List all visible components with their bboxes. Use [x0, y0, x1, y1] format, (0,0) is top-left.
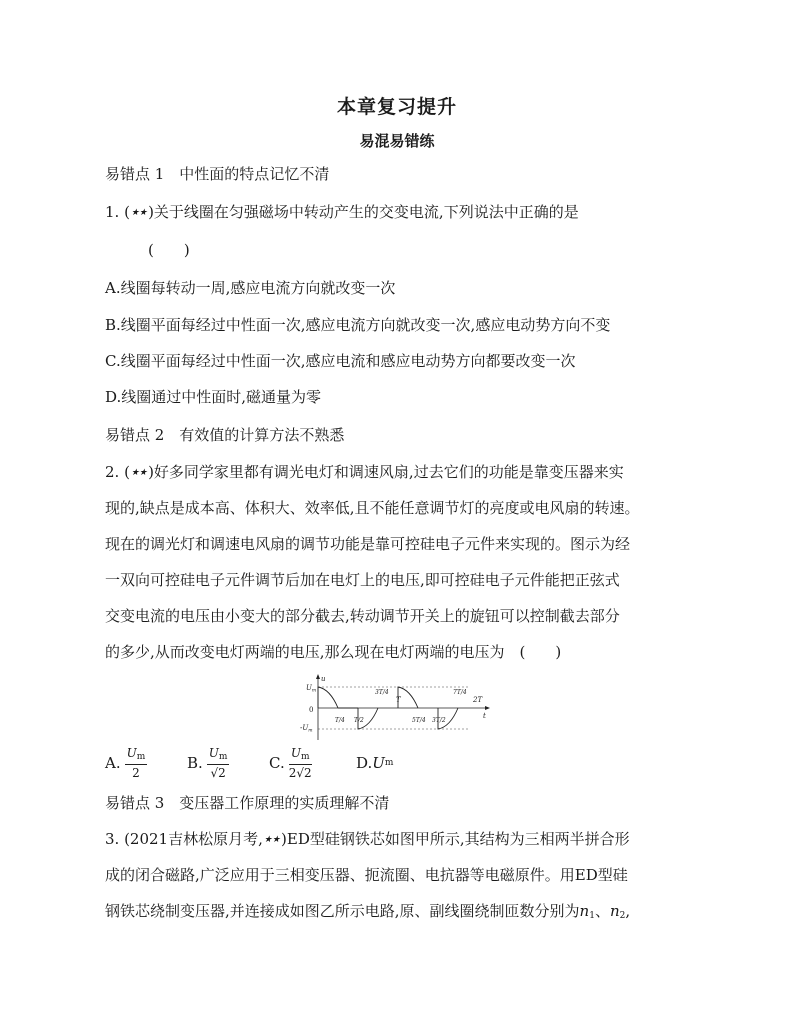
question-3-line-3	[105, 900, 630, 921]
question-3-number: 3. (2021吉林松原月考,	[105, 830, 263, 848]
question-3-text: )ED型硅钢铁芯如图甲所示,其结构为三相两半拼合形	[281, 830, 630, 848]
n2-subscript: 2	[619, 911, 626, 921]
question-1-number: 1. (	[105, 203, 130, 221]
tick-t-2: T/2	[354, 717, 364, 724]
section-heading-2: 易错点 2 有效值的计算方法不熟悉	[105, 426, 345, 444]
question-2-line-3: 现在的调光灯和调速电风扇的调节功能是靠可控硅电子元件来实现的。图示为经	[105, 535, 631, 553]
question-1-text: )关于线圈在匀强磁场中转动产生的交变电流,下列说法中正确的是	[148, 203, 579, 221]
section-heading-3: 易错点 3 变压器工作原理的实质理解不清	[105, 794, 390, 812]
page-title: 本章复习提升	[336, 96, 457, 118]
question-3-line-1	[105, 828, 630, 849]
n2-symbol: n	[609, 902, 620, 920]
tick-t: T	[396, 696, 401, 704]
question-3-text-3: 钢铁芯绕制变压器,并连接成如图乙所示电路,原、副线圈绕制匝数分别为	[105, 902, 580, 920]
difficulty-star-icon: ★★	[263, 835, 281, 845]
question-2-line-1	[105, 461, 624, 482]
difficulty-star-icon: ★★	[130, 208, 148, 218]
option-letter: A.	[105, 754, 121, 772]
neg-um-label: $-U_m$	[300, 724, 313, 734]
answer-bracket: ( )	[148, 241, 190, 259]
tick-3t-2: 3T/2	[432, 717, 446, 724]
q1-option-b: B.线圈平面每经过中性面一次,感应电流方向就改变一次,感应电动势方向不变	[105, 316, 611, 334]
q2-option-d: D. U m	[356, 754, 394, 772]
t-axis-arrow	[485, 706, 490, 710]
difficulty-star-icon: ★★	[130, 468, 148, 478]
fraction: $\frac{U_m}{2√2}$	[288, 746, 312, 780]
fraction: $\frac{U_m}{√2}$	[208, 746, 228, 780]
question-2-line-4: 一双向可控硅电子元件调节后加在电灯上的电压,即可控硅电子元件能把正弦式	[105, 571, 620, 589]
question-2-text: )好多同学家里都有调光电灯和调速风扇,过去它们的功能是靠变压器来实	[148, 463, 624, 481]
question-1-stem	[105, 201, 579, 222]
tick-5t-4: 5T/4	[412, 717, 426, 724]
q2-option-b	[187, 744, 229, 782]
question-2-line-5: 交变电流的电压由小变大的部分截去,转动调节开关上的旋钮可以控制截去部分	[105, 607, 620, 625]
q2-option-c	[269, 744, 312, 782]
separator: 、	[594, 902, 610, 920]
q1-option-d: D.线圈通过中性面时,磁通量为零	[105, 388, 322, 406]
page-subtitle: 易混易错练	[359, 132, 435, 150]
tick-3t-4: 3T/4	[375, 689, 389, 696]
question-2-line-6: 的多少,从而改变电灯两端的电压,那么现在电灯两端的电压为 ( )	[105, 643, 562, 661]
q2-options	[105, 744, 525, 782]
origin-label: 0	[309, 706, 314, 714]
q1-option-c: C.线圈平面每经过中性面一次,感应电流和感应电动势方向都要改变一次	[105, 352, 576, 370]
tick-2t: 2T	[473, 696, 483, 704]
section-heading-1: 易错点 1 中性面的特点记忆不清	[105, 165, 330, 183]
fraction: $\frac{U_m}{2}$	[126, 746, 146, 780]
u-axis-arrow	[316, 674, 320, 679]
q1-option-a: A.线圈每转动一周,感应电流方向就改变一次	[105, 279, 396, 297]
t-axis-label: t	[483, 712, 486, 720]
tick-7t-4: 7T/4	[453, 689, 467, 696]
um-label: $U_m$	[306, 684, 317, 694]
line-end: ,	[625, 902, 631, 920]
q2-option-a	[105, 744, 147, 782]
question-2-line-2: 现的,缺点是成本高、体积大、效率低,且不能任意调节灯的亮度或电风扇的转速。	[105, 499, 640, 517]
question-3-line-2: 成的闭合磁路,广泛应用于三相变压器、扼流圈、电抗器等电磁原件。用ED型硅	[105, 866, 628, 884]
u-axis-label: u	[321, 675, 326, 683]
n1-symbol: n	[579, 902, 590, 920]
option-letter: C.	[269, 754, 285, 772]
option-letter: D.	[356, 754, 373, 772]
tick-t-4: T/4	[335, 717, 345, 724]
voltage-waveform-figure	[298, 672, 508, 742]
question-2-number: 2. (	[105, 463, 130, 481]
option-letter: B.	[187, 754, 203, 772]
n1-subscript: 1	[589, 911, 595, 921]
